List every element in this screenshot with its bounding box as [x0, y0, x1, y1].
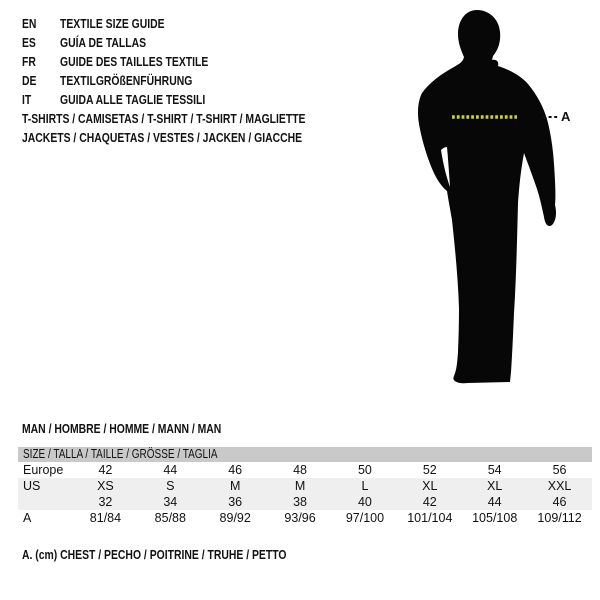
table-row-chest-cm	[18, 510, 592, 526]
language-row	[22, 71, 245, 90]
cell: 44	[487, 495, 502, 509]
language-row	[22, 33, 245, 52]
language-row	[22, 90, 245, 109]
category-list	[22, 109, 376, 147]
cell: XS	[97, 479, 114, 493]
language-code: ES	[22, 35, 36, 50]
cell: 93/96	[284, 511, 316, 525]
cell: 48	[293, 463, 308, 477]
cell: 89/92	[219, 511, 251, 525]
cell: S	[166, 479, 175, 493]
language-title: TEXTILGRÖßENFÜHRUNG	[60, 73, 193, 88]
language-code: EN	[22, 16, 37, 31]
language-row	[22, 14, 245, 33]
category-tshirts: T-SHIRTS / CAMISETAS / T-SHIRT / T-SHIRT / MAGLIETTE	[22, 111, 306, 126]
row-label: A	[23, 511, 32, 525]
cell: 85/88	[154, 511, 186, 525]
language-title: TEXTILE SIZE GUIDE	[60, 16, 165, 31]
language-row	[22, 52, 245, 71]
cell: L	[361, 479, 369, 493]
cell: 38	[293, 495, 308, 509]
cell: 44	[163, 463, 178, 477]
cell: 42	[98, 463, 113, 477]
cell: XXL	[547, 479, 572, 493]
language-title: GUIDE DES TAILLES TEXTILE	[60, 54, 209, 69]
cell: XL	[422, 479, 438, 493]
cell: 56	[552, 463, 567, 477]
cell: 52	[422, 463, 437, 477]
footnote-chest: A. (cm) CHEST / PECHO / POITRINE / TRUHE / PETTO	[22, 547, 287, 562]
cell: 50	[357, 463, 372, 477]
cell: 46	[552, 495, 567, 509]
table-row-us	[18, 478, 592, 494]
category-jackets: JACKETS / CHAQUETAS / VESTES / JACKEN / GIACCHE	[22, 130, 303, 145]
row-label	[18, 494, 73, 510]
language-code: DE	[22, 73, 37, 88]
cell: M	[294, 479, 306, 493]
size-table-header: SIZE / TALLA / TAILLE / GRÖSSE / TAGLIA	[18, 447, 592, 462]
language-code: FR	[22, 54, 36, 69]
table-row-numeric	[18, 494, 592, 510]
language-list	[22, 14, 245, 109]
cell: 46	[228, 463, 243, 477]
cell: 34	[163, 495, 178, 509]
row-label: Europe	[23, 463, 64, 477]
cell: 109/112	[537, 511, 582, 525]
cell: 54	[487, 463, 502, 477]
language-title: GUÍA DE TALLAS	[60, 35, 147, 50]
section-title-man: MAN / HOMBRE / HOMME / MANN / MAN	[22, 421, 222, 436]
cell: 101/104	[407, 511, 453, 525]
language-code: IT	[22, 92, 32, 107]
table-row-europe	[18, 462, 592, 478]
size-table	[18, 447, 592, 526]
man-silhouette-body	[418, 10, 556, 383]
man-silhouette	[410, 5, 570, 390]
cell: 81/84	[89, 511, 122, 525]
row-label: US	[23, 479, 41, 493]
cell: 97/100	[345, 511, 385, 525]
cell: XL	[487, 479, 503, 493]
cell: 105/108	[472, 511, 518, 525]
cell: 36	[228, 495, 243, 509]
cell: 42	[422, 495, 437, 509]
cell: M	[229, 479, 241, 493]
cell: 40	[357, 495, 372, 509]
cell: 32	[98, 495, 113, 509]
language-title: GUIDA ALLE TAGLIE TESSILI	[60, 92, 206, 107]
measurement-a-label: A	[561, 109, 571, 124]
